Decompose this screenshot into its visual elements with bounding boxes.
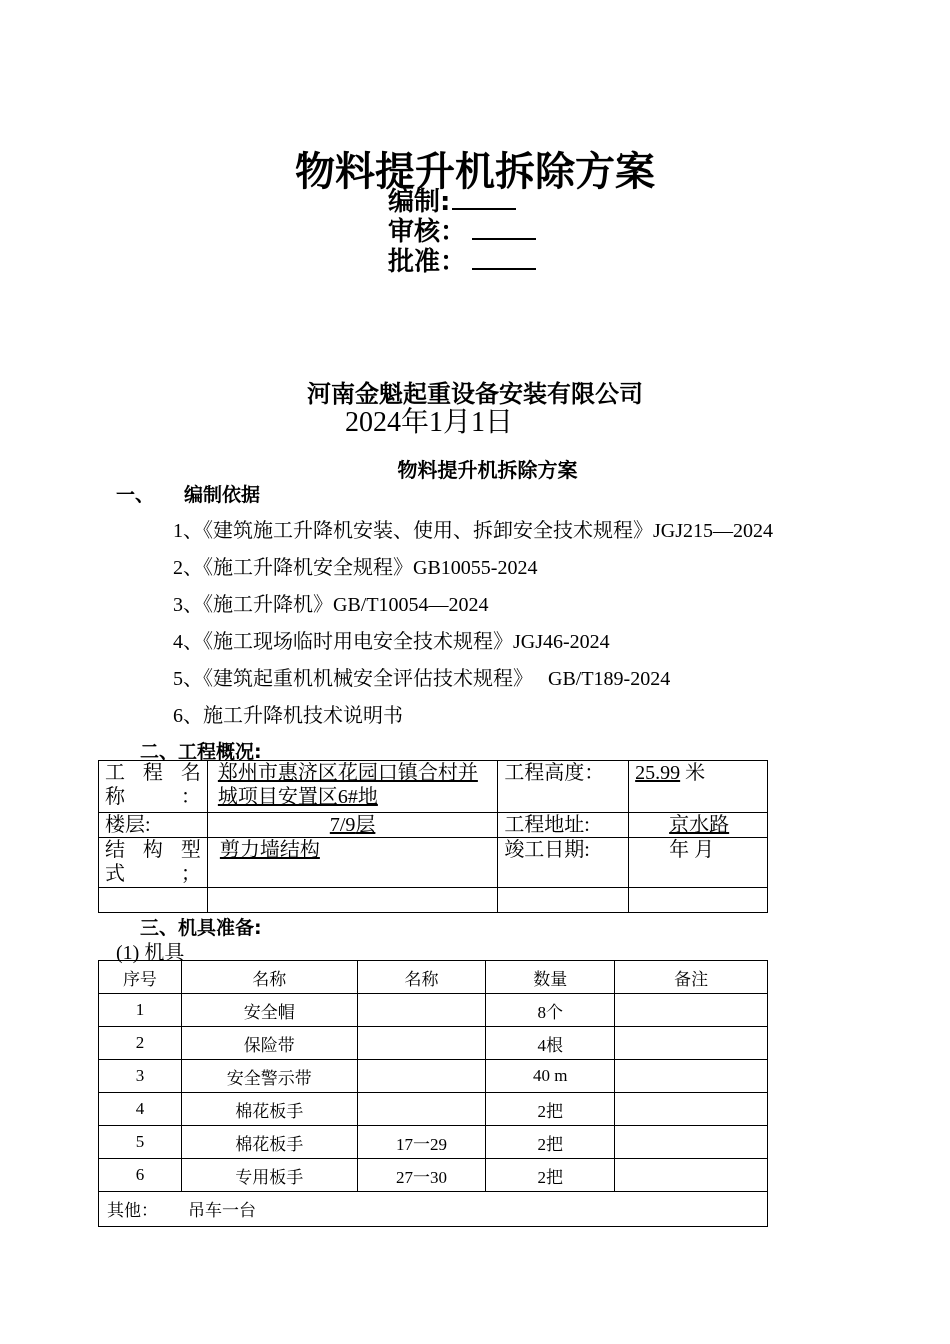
empty-cell	[99, 888, 208, 913]
basis-item: 5、《建筑起重机机械安全评估技术规程》 GB/T189-2024	[173, 668, 671, 690]
document-date: 2024年1月1日	[345, 407, 514, 438]
address-label: 工程地址:	[498, 813, 629, 838]
project-height-cell	[629, 761, 768, 813]
cell-qty: 40 m	[486, 1060, 615, 1093]
cell-name: 专用板手	[181, 1159, 357, 1192]
cell-spec	[357, 1093, 486, 1126]
cell-name: 保险带	[181, 1027, 357, 1060]
header-spec: 名称	[357, 961, 486, 994]
reviewed-by-label: 审核：	[388, 217, 467, 247]
header-name: 名称	[181, 961, 357, 994]
header-remark: 备注	[615, 961, 768, 994]
completion-value: 年 月	[629, 838, 768, 888]
cell-no: 3	[99, 1060, 182, 1093]
other-cell	[99, 1192, 768, 1227]
table-row	[99, 761, 768, 813]
prepared-by-line	[388, 186, 516, 217]
cell-spec	[357, 994, 486, 1027]
table-row	[99, 994, 768, 1027]
structure-value: 剪力墙结构	[219, 839, 320, 861]
cell-no: 4	[99, 1093, 182, 1126]
cell-spec	[357, 1060, 486, 1093]
basis-item: 4、《施工现场临时用电安全技术规程》JGJ46-2024	[173, 631, 610, 653]
approved-by-line	[388, 246, 536, 277]
cell-name: 安全警示带	[181, 1060, 357, 1093]
cell-name: 棉花板手	[181, 1126, 357, 1159]
header-no: 序号	[99, 961, 182, 994]
cell-no: 5	[99, 1126, 182, 1159]
floors-cell	[207, 813, 497, 838]
completion-label: 竣工日期:	[498, 838, 629, 888]
cell-spec: 27一30	[357, 1159, 486, 1192]
project-name-label: 工 程 名称：	[99, 761, 208, 813]
other-value: 吊车一台	[188, 1201, 256, 1220]
table-row-other	[99, 1192, 768, 1227]
cell-no: 1	[99, 994, 182, 1027]
structure-label: 结 构 型式；	[99, 838, 208, 888]
floors-label: 楼层:	[99, 813, 208, 838]
cell-remark	[615, 1159, 768, 1192]
basis-item: 2、《施工升降机安全规程》GB10055-2024	[173, 557, 538, 579]
approved-by-label: 批准：	[388, 247, 467, 277]
header-qty: 数量	[486, 961, 615, 994]
table-row	[99, 1027, 768, 1060]
prepared-by-label: 编制:	[388, 187, 451, 217]
cell-remark	[615, 1060, 768, 1093]
cell-qty: 2把	[486, 1159, 615, 1192]
table-row	[99, 888, 768, 913]
empty-cell	[629, 888, 768, 913]
cell-no: 2	[99, 1027, 182, 1060]
cell-remark	[615, 1126, 768, 1159]
cell-qty: 2把	[486, 1126, 615, 1159]
cell-remark	[615, 994, 768, 1027]
table-row	[99, 1126, 768, 1159]
section2-heading: 二、工程概况:	[140, 741, 262, 763]
table-row	[99, 813, 768, 838]
section1-heading	[116, 480, 260, 507]
project-height-unit: 米	[685, 762, 706, 784]
section1-number: 一、	[116, 484, 155, 506]
approved-by-blank	[472, 246, 536, 270]
empty-cell	[207, 888, 497, 913]
company-name: 河南金魁起重设备安装有限公司	[307, 380, 643, 408]
floors-value: 7/9	[329, 814, 356, 836]
section-title: 物料提升机拆除方案	[397, 458, 578, 482]
reviewed-by-line	[388, 216, 536, 247]
prepared-by-blank	[452, 186, 516, 210]
table-row	[99, 1159, 768, 1192]
reviewed-by-blank	[472, 216, 536, 240]
empty-cell	[498, 888, 629, 913]
table-row	[99, 838, 768, 888]
cell-qty: 2把	[486, 1093, 615, 1126]
section3-heading: 三、机具准备:	[140, 917, 262, 939]
project-name-value: 郑州市惠济区花园口镇合村并城项目安置区6#地	[207, 761, 497, 813]
section1-title: 编制依据	[184, 484, 261, 506]
address-value: 京水路	[669, 814, 730, 836]
tools-subheading: (1) 机具	[116, 942, 185, 964]
project-overview-table	[98, 760, 768, 913]
table-row	[99, 1060, 768, 1093]
address-cell	[629, 813, 768, 838]
cell-qty: 8个	[486, 994, 615, 1027]
cell-no: 6	[99, 1159, 182, 1192]
cell-spec	[357, 1027, 486, 1060]
structure-cell	[207, 838, 497, 888]
cell-spec: 17一29	[357, 1126, 486, 1159]
document-title: 物料提升机拆除方案	[295, 149, 655, 195]
cell-name: 安全帽	[181, 994, 357, 1027]
basis-item: 6、施工升降机技术说明书	[173, 705, 403, 727]
project-height-value: 25.99	[635, 762, 681, 784]
cell-qty: 4根	[486, 1027, 615, 1060]
basis-item: 3、《施工升降机》GB/T10054—2024	[173, 594, 489, 616]
other-label: 其他：	[107, 1201, 158, 1220]
project-height-label: 工程高度：	[498, 761, 629, 813]
table-header-row	[99, 961, 768, 994]
cell-remark	[615, 1093, 768, 1126]
floors-unit: 层	[355, 814, 376, 836]
cell-remark	[615, 1027, 768, 1060]
basis-item: 1、《建筑施工升降机安装、使用、拆卸安全技术规程》JGJ215—2024	[173, 520, 774, 542]
cell-name: 棉花板手	[181, 1093, 357, 1126]
tools-table	[98, 960, 768, 1227]
table-row	[99, 1093, 768, 1126]
